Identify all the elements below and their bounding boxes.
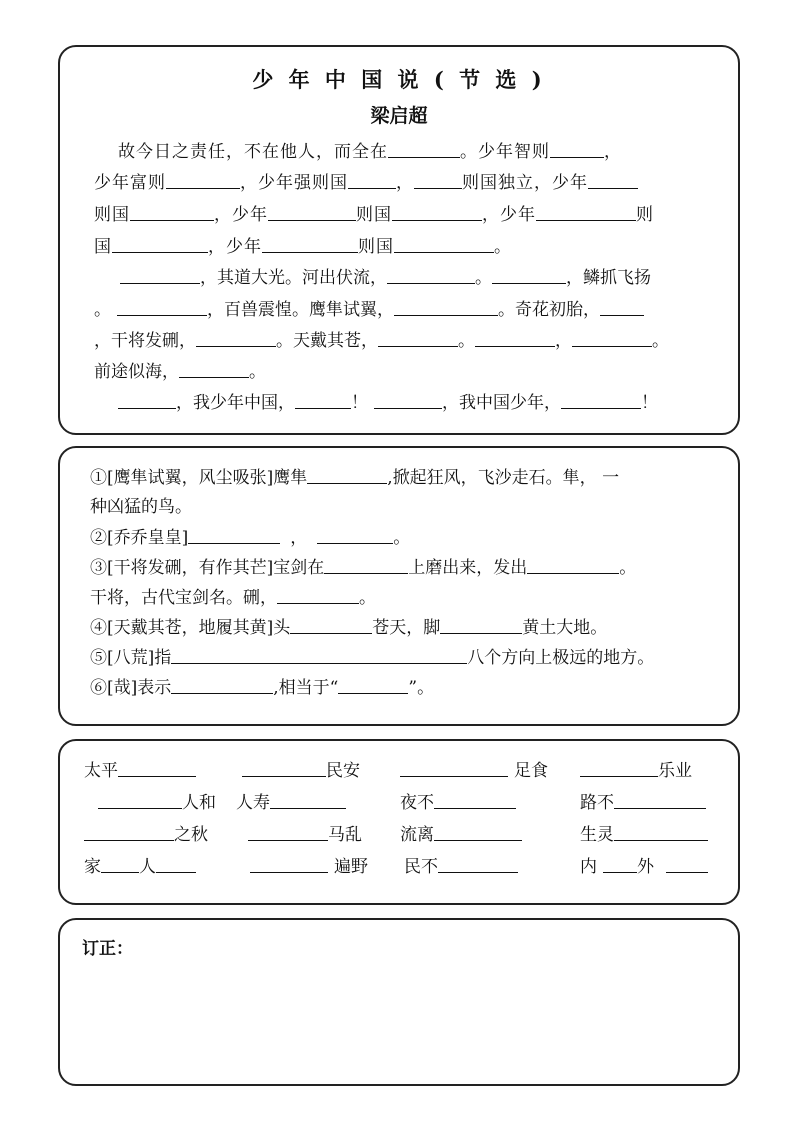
blank[interactable]: [166, 171, 240, 189]
passage-line: 少年富则 ，少年强则国 ， 则国独立，少年: [94, 171, 638, 194]
idiom-cell: 民安: [242, 759, 360, 782]
blank[interactable]: [268, 203, 356, 221]
blank[interactable]: [179, 360, 249, 378]
idiom-cell: 夜不: [400, 791, 516, 814]
blank[interactable]: [387, 266, 475, 284]
blank[interactable]: [338, 676, 408, 694]
annotation-q3-cont: 干将，古代宝剑名。硎， 。: [90, 588, 376, 608]
idiom-cell: 生灵: [580, 823, 708, 846]
blank[interactable]: [277, 586, 359, 604]
blank[interactable]: [588, 171, 638, 189]
corrections-box[interactable]: [58, 918, 740, 1086]
idiom-cell: 流离: [400, 823, 522, 846]
blank[interactable]: [262, 235, 358, 253]
blank[interactable]: [394, 235, 494, 253]
blank[interactable]: [378, 329, 458, 347]
blank[interactable]: [603, 855, 637, 873]
blank[interactable]: [600, 298, 644, 316]
passage-line: ，干将发硎， 。天戴其苍， 。 ， 。: [94, 331, 669, 351]
blank[interactable]: [666, 855, 708, 873]
idiom-cell: 马乱: [248, 823, 362, 846]
annotation-q1-cont: 种凶猛的鸟。: [90, 497, 192, 517]
blank[interactable]: [475, 329, 555, 347]
passage-title: 少 年 中 国 说 ( 节 选 ): [252, 67, 546, 92]
blank[interactable]: [317, 526, 393, 544]
passage-line: 则国 ，少年 则国 ，少年 则: [94, 205, 654, 225]
blank[interactable]: [434, 823, 522, 841]
blank[interactable]: [250, 855, 328, 873]
passage-line: 故今日之责任，不在他人，而全在 。少年智则 ，: [118, 142, 622, 162]
blank[interactable]: [101, 855, 139, 873]
blank[interactable]: [392, 203, 482, 221]
blank[interactable]: [394, 298, 498, 316]
blank[interactable]: [171, 646, 467, 664]
corrections-label: 订正：: [82, 939, 133, 959]
blank[interactable]: [84, 823, 174, 841]
passage-line: 。 ，百兽震惶。鹰隼试翼， 。奇花初胎，: [94, 298, 644, 321]
blank[interactable]: [434, 791, 516, 809]
idiom-cell: 人和: [98, 791, 216, 814]
blank[interactable]: [536, 203, 636, 221]
blank[interactable]: [614, 823, 708, 841]
idiom-cell: 路不: [580, 791, 706, 814]
blank[interactable]: [112, 235, 208, 253]
idiom-cell: 遍野: [250, 855, 368, 878]
blank[interactable]: [388, 140, 460, 158]
annotation-q1: ①[鹰隼试翼，风尘吸张]鹰隼 ,掀起狂风，飞沙走石。隼， 一: [90, 468, 620, 488]
idiom-cell: 内 外: [580, 855, 708, 878]
blank[interactable]: [580, 759, 658, 777]
annotation-q3: ③[干将发硎，有作其芒]宝剑在 上磨出来，发出 。: [90, 558, 637, 578]
passage-line: 前途似海， 。: [94, 362, 266, 382]
blank[interactable]: [440, 616, 522, 634]
idiom-cell: 民不: [404, 855, 518, 878]
blank[interactable]: [270, 791, 346, 809]
blank[interactable]: [348, 171, 396, 189]
annotation-q4: ④[天戴其苍，地履其黄]头 苍天，脚 黄土大地。: [90, 618, 608, 638]
idiom-cell: 之秋: [84, 823, 208, 846]
passage-line: ，其道大光。河出伏流， 。 ，鳞抓飞扬: [120, 266, 651, 289]
blank[interactable]: [414, 171, 462, 189]
idioms-box: [58, 739, 740, 905]
blank[interactable]: [117, 298, 207, 316]
blank[interactable]: [527, 556, 619, 574]
blank[interactable]: [242, 759, 326, 777]
idiom-cell: 人寿: [236, 791, 346, 814]
blank[interactable]: [290, 616, 372, 634]
annotation-q2: ②[乔乔皇皇] ， 。: [90, 528, 411, 548]
blank[interactable]: [171, 676, 273, 694]
blank[interactable]: [130, 203, 214, 221]
annotation-q6: ⑥[哉]表示 ,相当于“ ”。: [90, 678, 435, 698]
passage-author: 梁启超: [370, 105, 428, 127]
blank[interactable]: [561, 391, 641, 409]
blank[interactable]: [438, 855, 518, 873]
blank[interactable]: [156, 855, 196, 873]
blank[interactable]: [120, 266, 200, 284]
blank[interactable]: [572, 329, 652, 347]
blank[interactable]: [196, 329, 276, 347]
blank[interactable]: [307, 466, 387, 484]
blank[interactable]: [98, 791, 182, 809]
blank[interactable]: [492, 266, 566, 284]
blank[interactable]: [118, 391, 176, 409]
blank[interactable]: [118, 759, 196, 777]
idiom-cell: 家 人: [84, 855, 196, 878]
blank[interactable]: [324, 556, 408, 574]
annotations-box: [58, 446, 740, 726]
idiom-cell: 太平: [84, 759, 196, 782]
blank[interactable]: [614, 791, 706, 809]
blank[interactable]: [400, 759, 508, 777]
blank[interactable]: [248, 823, 328, 841]
blank[interactable]: [374, 391, 442, 409]
passage-box: [58, 45, 740, 435]
blank[interactable]: [550, 140, 604, 158]
blank[interactable]: [188, 526, 280, 544]
blank[interactable]: [295, 391, 351, 409]
annotation-q5: ⑤[八荒]指 八个方向上极远的地方。: [90, 648, 655, 668]
idiom-cell: 足食: [400, 759, 548, 782]
passage-line: 国 ，少年 则国 。: [94, 237, 512, 257]
idiom-cell: 乐业: [580, 759, 692, 782]
passage-line: ，我少年中国， ！ ，我中国少年， ！: [118, 391, 658, 414]
